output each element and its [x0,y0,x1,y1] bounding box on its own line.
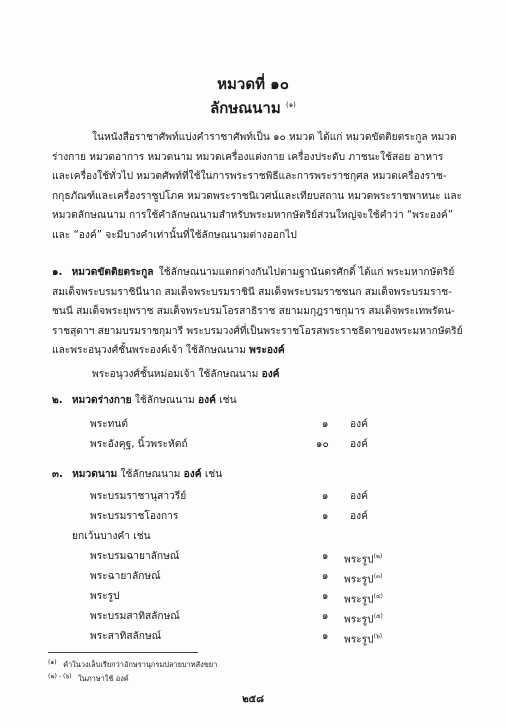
section-1-last-line [52,341,468,361]
section-1-classifier: พระองค์ [249,345,285,356]
footnote-text: ในภาษาใช้ องค์ [78,674,129,684]
section-2-heading-line [52,394,237,408]
section-2-classifier: องค์ [198,395,216,406]
section-1-heading: หมวดขัตติยตระกูล [71,267,154,278]
intro-line: ร่างกาย หมวดอาการ หมวดนาม หมวดเครื่องแต่งกาย เครื่องประดับ ภาชนะใช้สอย อาหาร [52,151,444,163]
section-2-item-term: พระอังคุฐ, นิ้วพระหัตถ์ [90,439,188,450]
section-3-item-term: พระบรมราชโองการ [90,511,179,522]
chapter-heading: หมวดที่ ๑๐ [217,75,289,93]
section-3-suffix: เช่น [204,469,223,480]
except-item-term: พระรูป [90,591,120,602]
except-item-unit: พระรูป [344,594,374,606]
section-1-sub-classifier: องค์ [261,368,280,380]
except-item-unit-wrap [344,550,382,567]
section-2-suffix: เช่น [219,395,237,406]
section-2-item-num: ๑๐ [316,439,329,450]
except-item-unit: พระรูป [344,614,374,626]
except-item-note: (๓) [373,573,383,580]
section-1 [52,263,468,384]
except-item-unit: พระรูป [344,634,374,646]
section-1-line: ชนนี สมเด็จพระยุพราช สมเด็จพระบรมโอรสาธิราช สยามมกุฎราชกุมาร สมเด็จพระเทพรัตน- [52,306,455,317]
footnote [48,657,217,671]
intro-line: ในหนังสือราชาศัพท์แบ่งคำราชาศัพท์เป็น ๑๐ หมวด ได้แก่ หมวดขัตติยตระกูล หมวด [92,132,457,143]
except-item-term: พระฉายาลักษณ์ [90,571,161,582]
section-3-heading-line [52,468,222,482]
chapter-title [0,96,506,120]
footnote-text: คำในวงเล็บเรียกว่าอักษรานุกรมปลายบาทสังขยา [63,660,218,670]
intro-line: และ “องค์” จะมีบางคำเท่านั้นที่ใช้ลักษณนามต่างออกไป [52,229,297,241]
except-item-unit-wrap [344,610,383,627]
section-2-item-unit: องค์ [350,439,368,450]
section-2-item-num: ๑ [322,419,329,430]
section-3-classifier: องค์ [183,469,202,480]
section-3-number: ๓. [52,469,63,480]
section-2-mid: ใช้ลักษณนาม [134,395,195,406]
section-1-sub-line [52,365,468,385]
except-item-num: ๑ [322,611,329,622]
section-1-line: ราชสุดาฯ สยามบรมราชกุมารี พระบรมวงศ์ที่เป็นพระราชโอรสพระราชธิดาของพระมหากษัตริย์ [52,325,463,337]
section-3-item-unit: องค์ [350,491,368,502]
except-item-note: (๒) [373,553,383,560]
chapter-title-footnote-mark: (๑) [285,101,296,109]
except-item-term: พระบรมฉายาลักษณ์ [90,551,180,562]
except-item-unit-wrap [344,590,383,607]
footnote-divider [48,652,198,653]
except-item-num: ๑ [322,571,329,582]
except-item-term: พระบรมสาทิสลักษณ์ [90,611,180,622]
section-3-except-label: ยกเว้นบางคำ เช่น [72,531,151,542]
section-2-number: ๒. [52,395,63,406]
except-item-num: ๑ [322,631,329,642]
section-3-item-term: พระบรมราชานุสาวรีย์ [90,491,187,502]
except-item-note: (๕) [373,613,383,620]
except-item-num: ๑ [322,551,329,562]
page-number: ๒๕๘ [242,694,264,705]
section-3-item-unit: องค์ [350,511,368,522]
except-item-note: (๔) [373,593,383,600]
chapter-title-text: ลักษณนาม [210,99,281,117]
section-1-last-line-text: และพระอนุวงศ์ชั้นพระองค์เจ้า ใช้ลักษณนาม [52,345,246,356]
section-1-sub-text: พระอนุวงศ์ชั้นหม่อมเจ้า ใช้ลักษณนาม [92,368,259,380]
section-2-item-unit: องค์ [350,419,368,430]
section-3-item-num: ๑ [322,491,329,502]
intro-line: และเครื่องใช้ทั่วไป หมวดศัพท์ที่ใช้ในการพระราชพิธีและการพระราชกุศล หมวดเครื่องราช- [52,171,447,182]
except-item-num: ๑ [322,591,329,602]
except-item-term: พระสาทิสลักษณ์ [90,631,162,642]
except-item-unit: พระรูป [344,574,374,586]
section-3-item-num: ๑ [322,511,329,522]
intro-line: กกุธภัณฑ์และเครื่องราชูปโภค หมวดพระราชนิเวศน์และเทียบสถาน หมวดพระราชพาหนะ และ [52,190,463,202]
except-item-unit: พระรูป [344,554,374,566]
footnote [48,671,129,685]
footnote-mark: (๒) - (๖) [48,673,72,680]
intro-paragraph [52,128,468,245]
section-1-first-line [52,263,468,283]
section-2-item-term: พระทนต์ [90,419,128,430]
section-1-number: ๑. [52,267,63,278]
intro-line: หมวดลักษณนาม การใช้คำลักษณนามสำหรับพระมหากษัตริย์ส่วนใหญ่จะใช้คำว่า “พระองค์” [52,210,454,221]
section-3-heading: หมวดนาม [72,469,118,480]
footnote-mark: (๑) [48,659,57,666]
section-2-heading: หมวดร่างกาย [71,395,132,406]
section-1-line: ใช้ลักษณนามแตกต่างกันไปตามฐานันดรศักดิ์ ได้แก่ พระมหากษัตริย์ [158,267,455,278]
except-item-unit-wrap [344,630,382,647]
section-1-line: สมเด็จพระบรมราชินีนาถ สมเด็จพระบรมราชินี สมเด็จพระบรมราชชนก สมเด็จพระบรมราช- [52,286,452,298]
except-item-note: (๖) [373,633,383,640]
except-item-unit-wrap [344,570,382,587]
section-3-mid: ใช้ลักษณนาม [120,469,181,480]
